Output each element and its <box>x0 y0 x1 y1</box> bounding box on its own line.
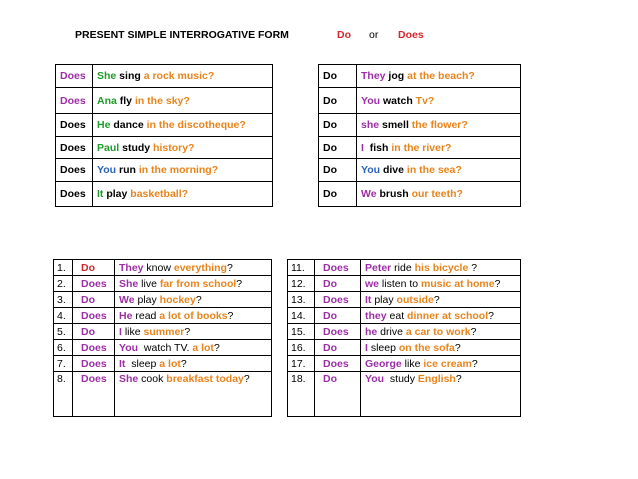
sentence-row <box>288 292 521 308</box>
question-part: We <box>119 293 135 306</box>
bottom-right-table <box>287 259 521 417</box>
question-part: They <box>119 261 144 274</box>
question-part: history? <box>153 141 195 154</box>
question-part: in the sea? <box>406 164 462 176</box>
question-part: far from school <box>159 277 237 290</box>
sentence-row <box>288 276 521 292</box>
bottom-left-table <box>53 259 272 417</box>
auxiliary-verb: Does <box>73 340 115 356</box>
row-number: 7. <box>54 356 73 372</box>
sentence-row <box>54 276 272 292</box>
question-part: a car to work <box>405 325 471 338</box>
question-part: everything <box>173 261 227 274</box>
question-text <box>361 308 521 324</box>
question-part: George <box>365 357 402 370</box>
auxiliary-verb: Do <box>319 137 357 159</box>
question-text <box>115 260 272 276</box>
sentence-row <box>56 88 273 114</box>
question-part: Ana <box>97 94 117 107</box>
auxiliary-verb: Do <box>73 324 115 340</box>
top-right-table <box>318 64 521 207</box>
top-right-body <box>319 65 521 207</box>
question-text <box>93 65 273 88</box>
sentence-row <box>54 308 272 324</box>
sentence-row <box>56 182 273 207</box>
question-part: It <box>365 293 372 306</box>
sentence-row <box>56 114 273 137</box>
question-text <box>93 159 273 182</box>
sentence-row <box>54 260 272 276</box>
question-text <box>361 276 521 292</box>
question-part: jog <box>385 70 408 82</box>
question-part: dance <box>110 119 147 131</box>
question-part: ride <box>391 261 415 274</box>
question-part: watch TV. <box>138 341 193 354</box>
question-text <box>361 356 521 372</box>
question-part: smell <box>379 119 412 131</box>
sentence-row <box>288 260 521 276</box>
auxiliary-verb: Does <box>56 137 93 159</box>
question-part: eat <box>386 309 408 322</box>
sentence-row <box>56 159 273 182</box>
question-part: ? <box>195 293 202 306</box>
question-text <box>357 88 521 114</box>
question-part: You <box>119 341 139 354</box>
question-part: I <box>365 341 368 354</box>
question-part: ? <box>468 261 478 274</box>
question-part: the flower? <box>411 119 468 131</box>
sentence-row <box>54 372 272 417</box>
auxiliary-verb: Does <box>315 324 361 340</box>
question-part: outside <box>396 293 434 306</box>
question-text <box>115 372 272 417</box>
question-part: You <box>361 94 381 107</box>
sentence-row <box>319 88 521 114</box>
sentence-row <box>56 137 273 159</box>
question-part: in the sky? <box>134 94 190 107</box>
question-part: study <box>384 373 418 385</box>
question-part: on the sofa <box>398 341 455 354</box>
question-part: ? <box>455 373 462 385</box>
auxiliary-verb: Do <box>315 276 361 292</box>
question-part: breakfast today <box>166 373 244 385</box>
question-part: ? <box>180 357 187 370</box>
auxiliary-verb: Do <box>315 340 361 356</box>
sentence-row <box>288 308 521 324</box>
question-part: We <box>361 188 377 200</box>
header-or: or <box>369 29 379 41</box>
question-part: She <box>119 373 139 385</box>
header-does: Does <box>398 29 424 41</box>
question-part: play <box>103 188 131 200</box>
row-number: 13. <box>288 292 315 308</box>
question-part: You <box>365 373 385 385</box>
row-number: 3. <box>54 292 73 308</box>
sentence-row <box>319 114 521 137</box>
row-number: 15. <box>288 324 315 340</box>
question-part: sleep <box>367 341 399 354</box>
question-text <box>115 292 272 308</box>
question-part: summer <box>143 325 185 338</box>
question-text <box>115 324 272 340</box>
bottom-left-body <box>54 260 272 417</box>
sentence-row <box>288 324 521 340</box>
auxiliary-verb: Do <box>319 114 357 137</box>
question-part: He <box>97 119 111 131</box>
question-text <box>361 292 521 308</box>
question-part: ? <box>488 309 494 322</box>
question-part: like <box>401 357 424 370</box>
sentence-row <box>319 137 521 159</box>
question-text <box>357 114 521 137</box>
question-part: listen to <box>379 277 422 290</box>
question-text <box>357 65 521 88</box>
question-part: he <box>365 325 378 338</box>
row-number: 14. <box>288 308 315 324</box>
question-part: They <box>361 70 386 82</box>
sentence-row <box>319 159 521 182</box>
question-part: He <box>119 309 133 322</box>
question-text <box>357 182 521 207</box>
row-number: 18. <box>288 372 315 417</box>
question-part: You <box>97 164 117 176</box>
row-number: 5. <box>54 324 73 340</box>
question-part: I <box>361 141 364 154</box>
auxiliary-verb: Does <box>56 65 93 88</box>
auxiliary-verb: Do <box>315 308 361 324</box>
auxiliary-verb: Does <box>315 260 361 276</box>
question-part: She <box>119 277 139 290</box>
question-part: ice cream <box>423 357 472 370</box>
question-part: ? <box>226 261 233 274</box>
question-part: dive <box>380 164 407 176</box>
question-part: sleep <box>125 357 160 370</box>
question-part: we <box>365 277 380 290</box>
question-part: like <box>121 325 144 338</box>
question-part: our teeth? <box>411 188 463 200</box>
question-part: she <box>361 119 380 131</box>
question-part: know <box>143 261 174 274</box>
question-part: ? <box>236 277 243 290</box>
question-part: brush <box>376 188 412 200</box>
question-part: in the morning? <box>138 164 219 176</box>
row-number: 16. <box>288 340 315 356</box>
question-part: ? <box>243 373 250 385</box>
sentence-row <box>54 292 272 308</box>
question-part: Tv? <box>415 94 435 107</box>
question-text <box>115 356 272 372</box>
question-part: I <box>119 325 122 338</box>
auxiliary-verb: Does <box>56 88 93 114</box>
question-part: ? <box>494 277 501 290</box>
auxiliary-verb: Do <box>319 182 357 207</box>
question-text <box>115 308 272 324</box>
question-part: English <box>417 373 456 385</box>
auxiliary-verb: Does <box>73 276 115 292</box>
row-number: 4. <box>54 308 73 324</box>
question-part: watch <box>380 94 416 107</box>
question-part: play <box>371 293 397 306</box>
question-part: dinner at school <box>407 309 489 322</box>
auxiliary-verb: Does <box>73 308 115 324</box>
question-part: a lot <box>159 357 181 370</box>
top-left-body <box>56 65 273 207</box>
question-part: ? <box>433 293 440 306</box>
question-text <box>357 159 521 182</box>
sentence-row <box>54 324 272 340</box>
auxiliary-verb: Do <box>73 292 115 308</box>
question-part: She <box>97 70 117 82</box>
sentence-row <box>288 340 521 356</box>
question-part: ? <box>470 325 477 338</box>
auxiliary-verb: Does <box>56 114 93 137</box>
question-part: at the beach? <box>407 70 475 82</box>
auxiliary-verb: Do <box>319 88 357 114</box>
row-number: 1. <box>54 260 73 276</box>
question-text <box>93 137 273 159</box>
row-number: 8. <box>54 372 73 417</box>
sentence-row <box>56 65 273 88</box>
sentence-row <box>319 65 521 88</box>
row-number: 17. <box>288 356 315 372</box>
question-part: music at home <box>421 277 495 290</box>
auxiliary-verb: Does <box>56 182 93 207</box>
question-part: fly <box>116 94 135 107</box>
question-part: hockey <box>159 293 196 306</box>
question-text <box>115 340 272 356</box>
question-part: cook <box>138 373 167 385</box>
auxiliary-verb: Does <box>56 159 93 182</box>
auxiliary-verb: Do <box>319 159 357 182</box>
question-text <box>357 137 521 159</box>
auxiliary-verb: Does <box>315 292 361 308</box>
question-text <box>361 372 521 417</box>
page-title: PRESENT SIMPLE INTERROGATIVE FORM <box>75 29 289 41</box>
question-part: a lot <box>192 341 214 354</box>
question-part: ? <box>184 325 191 338</box>
sentence-row <box>54 340 272 356</box>
auxiliary-verb: Do <box>73 260 115 276</box>
question-part: study <box>119 141 154 154</box>
question-text <box>93 182 273 207</box>
question-part: Paul <box>97 141 120 154</box>
question-part: You <box>361 164 381 176</box>
auxiliary-verb: Does <box>73 372 115 417</box>
question-text <box>361 324 521 340</box>
question-part: in the river? <box>391 141 452 154</box>
bottom-right-body <box>288 260 521 417</box>
question-part: run <box>116 164 139 176</box>
sentence-row <box>319 182 521 207</box>
row-number: 2. <box>54 276 73 292</box>
header-do: Do <box>337 29 351 41</box>
sentence-row <box>288 372 521 417</box>
question-part: It <box>119 357 126 370</box>
question-part: basketball? <box>130 188 189 200</box>
question-part: ? <box>454 341 461 354</box>
auxiliary-verb: Does <box>73 356 115 372</box>
question-part: a rock music? <box>143 70 215 82</box>
question-part: ? <box>227 309 234 322</box>
question-part: in the discotheque? <box>146 119 246 131</box>
question-text <box>361 260 521 276</box>
question-part: his bicycle <box>414 261 469 274</box>
top-left-table <box>55 64 273 207</box>
question-part: drive <box>377 325 406 338</box>
row-number: 6. <box>54 340 73 356</box>
row-number: 11. <box>288 260 315 276</box>
question-part: sing <box>116 70 144 82</box>
auxiliary-verb: Does <box>315 356 361 372</box>
question-part: It <box>97 188 104 200</box>
sentence-row <box>54 356 272 372</box>
question-part: a lot of books <box>159 309 228 322</box>
question-text <box>361 340 521 356</box>
question-part: ? <box>471 357 478 370</box>
question-part: live <box>138 277 160 290</box>
question-part: ? <box>213 341 220 354</box>
question-part: they <box>365 309 387 322</box>
question-text <box>93 114 273 137</box>
row-number: 12. <box>288 276 315 292</box>
question-text <box>93 88 273 114</box>
sentence-row <box>288 356 521 372</box>
auxiliary-verb: Do <box>315 372 361 417</box>
question-part: read <box>132 309 160 322</box>
auxiliary-verb: Do <box>319 65 357 88</box>
question-part: Peter <box>365 261 392 274</box>
question-part: fish <box>363 141 392 154</box>
question-text <box>115 276 272 292</box>
question-part: play <box>134 293 160 306</box>
